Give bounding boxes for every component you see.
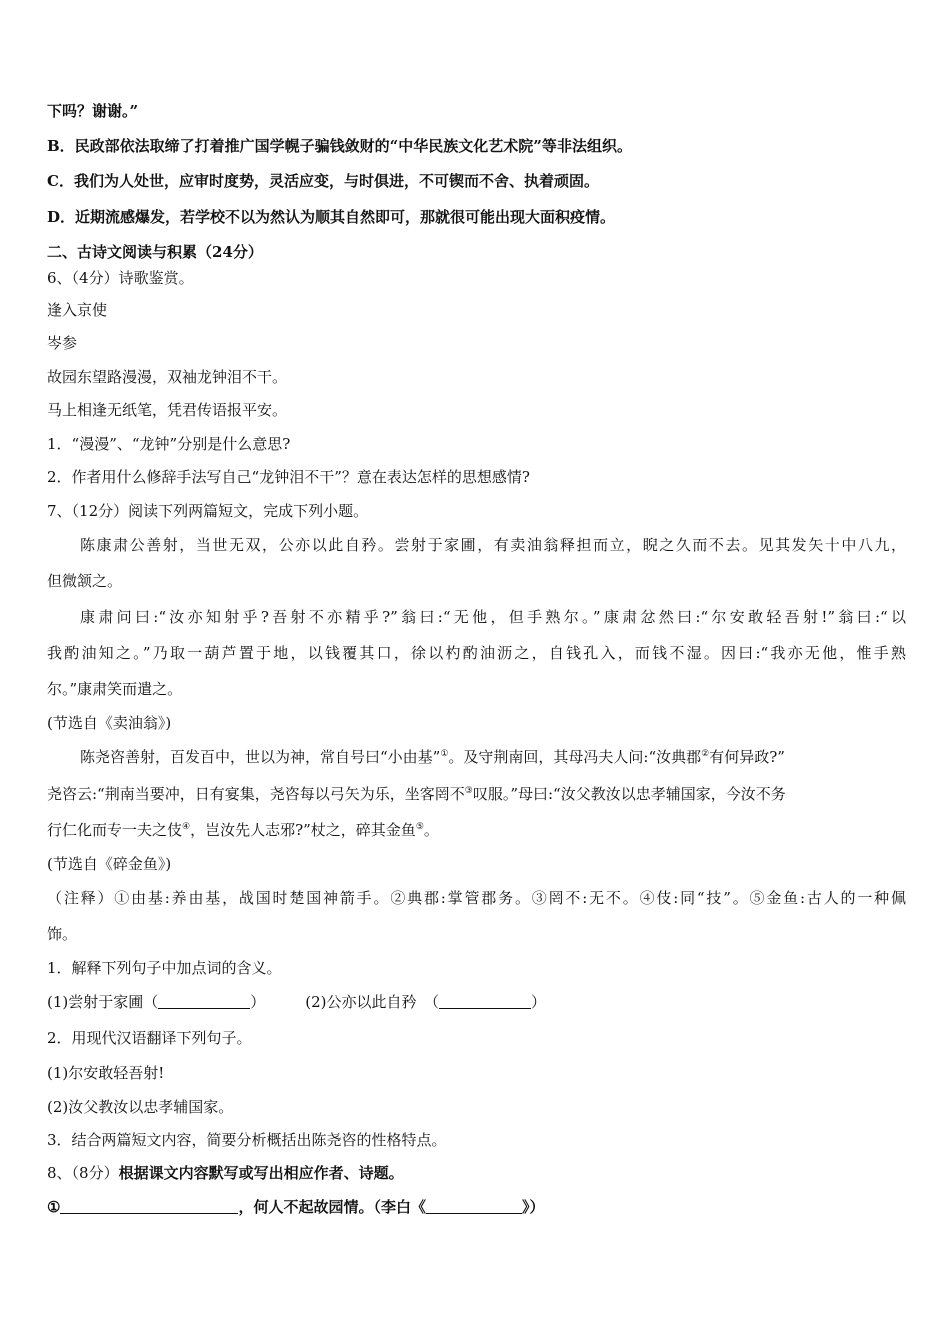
q5-option-d: D．近期流感爆发，若学校不以为然认为顺其自然即可，那就很可能出现大面积疫情。: [47, 208, 616, 226]
footnote-marker: ①: [440, 749, 449, 759]
q7-sub-2-item-1: (1)尔安敢轻吾射!: [47, 1064, 165, 1082]
item-close: 》）: [521, 1198, 545, 1216]
q7-passage1-line5: 尔。”康肃笑而遣之。: [47, 680, 183, 698]
text-segment: 。: [423, 821, 439, 839]
q7-stem: 7、（12分）阅读下列两篇短文，完成下列小题。: [47, 502, 369, 520]
item-number: ①: [47, 1198, 61, 1216]
q5-option-c: C．我们为人处世，应审时度势，灵活应变，与时俱进，不可锲而不舍、执着顽固。: [47, 172, 599, 190]
q7-passage1-line4: 我酌油知之。”乃取一葫芦置于地，以钱覆其口，徐以杓酌油沥之，自钱孔入，而钱不湿。因曰:“我亦无他，惟手熟: [47, 644, 906, 662]
q6-sub-1: 1．“漫漫”、“龙钟”分别是什么意思?: [47, 435, 291, 453]
text-segment: 陈尧咨善射，百发百中，世以为神，常自号曰“小由基”: [80, 748, 441, 766]
q7-source-2: (节选自《碎金鱼》): [47, 855, 172, 873]
q7-sub-2-item-2: (2)汝父教汝以忠孝辅国家。: [47, 1098, 234, 1116]
section-heading: 二、古诗文阅读与积累（24分）: [47, 243, 263, 261]
q7-passage1-line1: 陈康肃公善射，当世无双，公亦以此自矜。尝射于家圃，有卖油翁释担而立，睨之久而不去。见其发矢十中八九，: [80, 536, 906, 554]
q7-sub-1: 1．解释下列句子中加点词的含义。: [47, 959, 282, 977]
q5-option-b: B．民政部依法取缔了打着推广国学幌子骗钱敛财的“中华民族文化艺术院”等非法组织。: [47, 137, 632, 155]
poem-title: 逢入京使: [47, 301, 108, 319]
q8-item-1: [47, 1197, 906, 1217]
q7-passage1-line2: 但微颔之。: [47, 572, 123, 590]
footnote-marker: ③: [464, 786, 473, 796]
text-segment: 尧咨云:“荆南当要冲，日有宴集，尧咨每以弓矢为乐，坐客罔不: [47, 785, 465, 803]
text-segment: ，岂汝先人志邪?”杖之，碎其金鱼: [190, 821, 416, 839]
footnote-marker: ②: [701, 749, 710, 759]
q7-source-1: (节选自《卖油翁》): [47, 714, 172, 732]
item-label: (1)尝射于家圃（: [47, 993, 159, 1011]
answer-blank[interactable]: [158, 993, 250, 1009]
text-segment: 叹服。”母曰:“汝父教汝以忠孝辅国家，今汝不务: [472, 785, 786, 803]
q8-stem-text: 根据课文内容默写或写出相应作者、诗题。: [118, 1164, 404, 1182]
q7-notes-line2: 饰。: [47, 925, 78, 943]
poem-line-2: 马上相逢无纸笔，凭君传语报平安。: [47, 401, 288, 419]
q7-passage2-line2: [47, 784, 906, 804]
q7-sub-1-items: [47, 992, 906, 1012]
item-text: ，何人不起故园情。（李白《: [238, 1198, 426, 1216]
text-segment: 。及守荆南回，其母冯夫人问:“汝典郡: [448, 748, 702, 766]
q8-stem: [47, 1163, 906, 1183]
poem-author: 岑参: [47, 334, 78, 352]
footnote-marker: ④: [182, 822, 191, 832]
q7-passage2-line1: [80, 747, 906, 767]
q8-stem-prefix: 8、（8分）: [47, 1164, 119, 1182]
q5-tail: 下吗？谢谢。”: [47, 102, 139, 120]
item-close: ）: [250, 993, 266, 1011]
item-close: ）: [531, 993, 547, 1011]
q7-passage2-line3: [47, 820, 906, 840]
q6-sub-2: 2．作者用什么修辞手法写自己“龙钟泪不干”？意在表达怎样的思想感情?: [47, 468, 530, 486]
q7-notes-line1: （注释）①由基:养由基，战国时楚国神箭手。②典郡:掌管郡务。③罔不:无不。④伎:同“技”。⑤金鱼:古人的一种佩: [47, 889, 906, 907]
answer-blank[interactable]: [439, 993, 531, 1009]
text-segment: 有何异政?”: [709, 748, 785, 766]
q7-sub-2: 2．用现代汉语翻译下列句子。: [47, 1029, 252, 1047]
q7-passage1-line3: 康肃问曰:“汝亦知射乎?吾射不亦精乎?”翁曰:“无他，但手熟尔。”康肃忿然曰:“尔安敢轻吾射!”翁曰:“以: [80, 608, 906, 626]
footnote-marker: ⑤: [415, 822, 424, 832]
answer-blank[interactable]: [60, 1198, 238, 1214]
q6-stem: 6、（4分）诗歌鉴赏。: [47, 269, 194, 287]
q7-sub-3: 3．结合两篇短文内容，简要分析概括出陈尧咨的性格特点。: [47, 1131, 447, 1149]
item-label: (2)公亦以此自矜 （: [305, 993, 440, 1011]
answer-blank[interactable]: [426, 1198, 522, 1214]
poem-line-1: 故园东望路漫漫，双袖龙钟泪不干。: [47, 368, 288, 386]
text-segment: 行仁化而专一夫之伎: [47, 821, 183, 839]
